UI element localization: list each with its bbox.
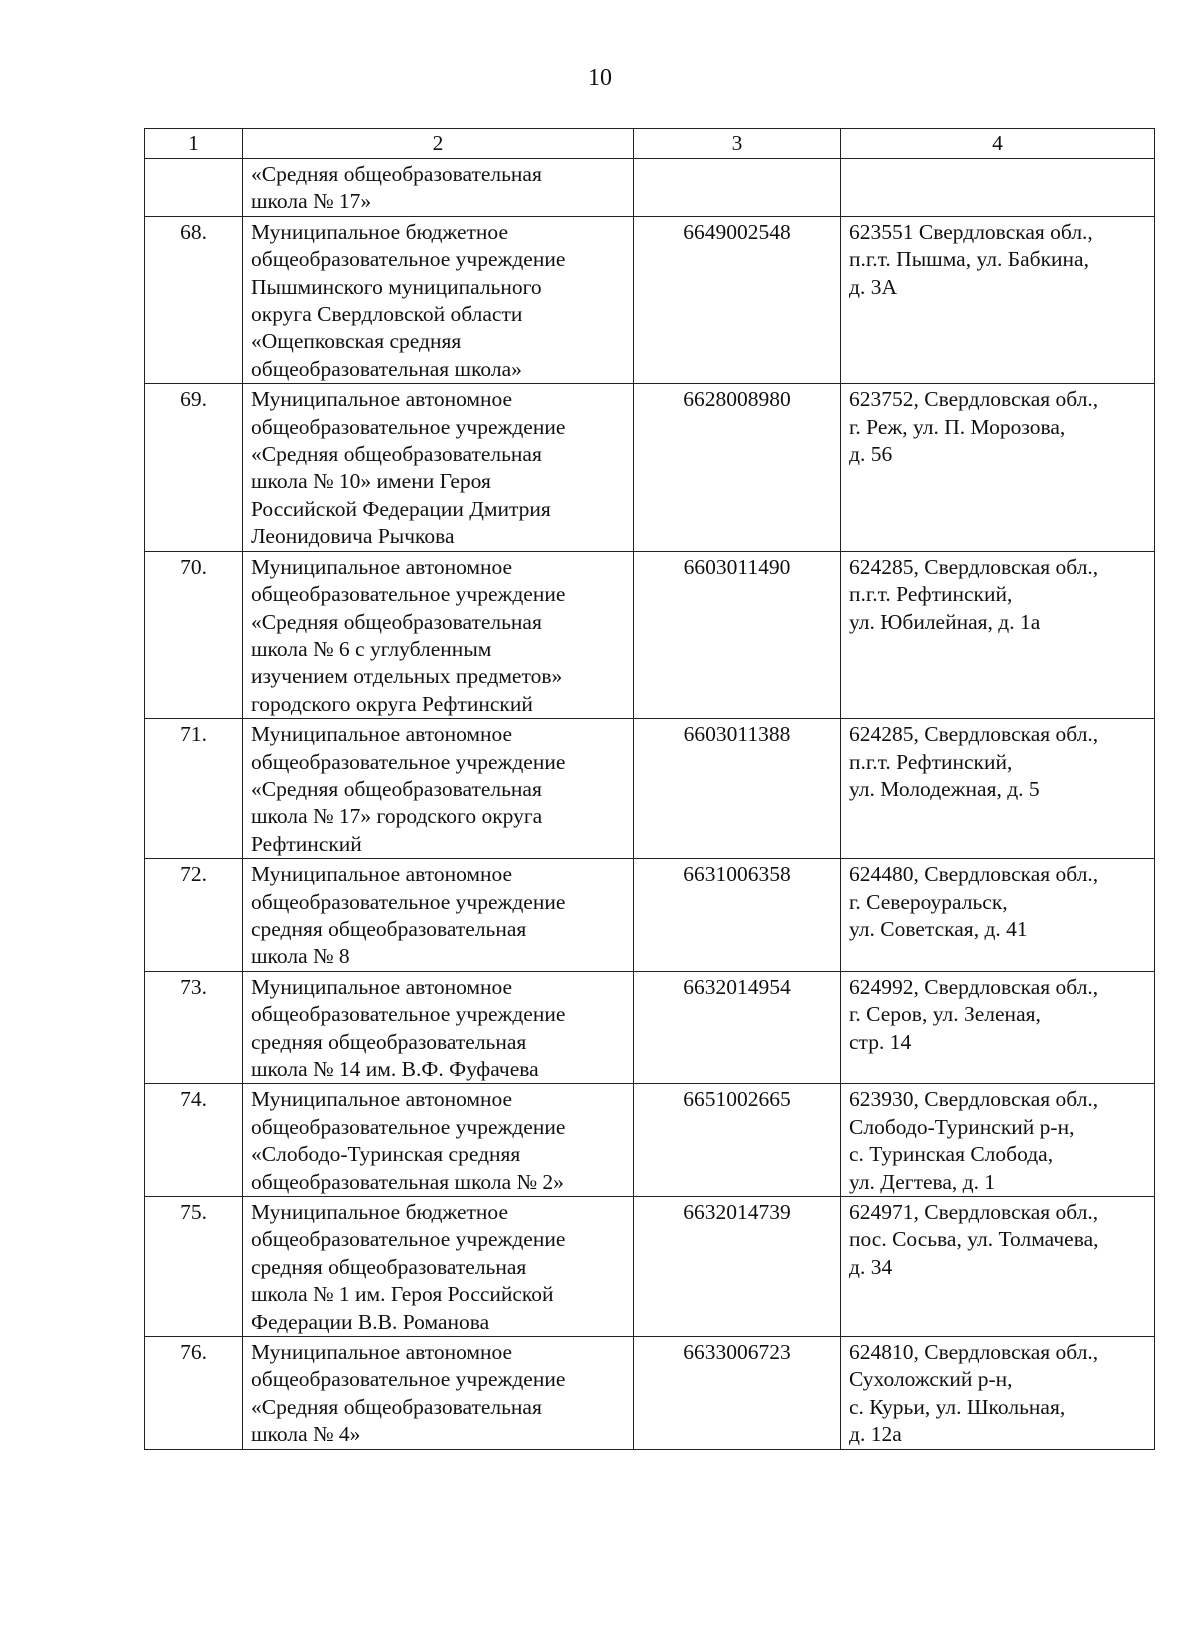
school-name-line: Муниципальное автономное (251, 1087, 513, 1112)
school-address-line: г. Серов, ул. Зеленая, (849, 1002, 1041, 1027)
school-address-line: ул. Юбилейная, д. 1а (849, 609, 1041, 634)
table-body (145, 129, 1155, 1450)
school-address-line: 624810, Свердловская обл., (849, 1340, 1099, 1365)
school-name-line: Муниципальное автономное (251, 554, 513, 579)
column-header-inn: 3 (634, 129, 841, 159)
column-header-name: 2 (243, 129, 634, 159)
school-inn: 6632014739 (634, 1197, 841, 1337)
row-number: 76. (145, 1337, 243, 1450)
school-name-line: Федерации В.В. Романова (251, 1309, 490, 1334)
table-row (145, 971, 1155, 1084)
school-address-line: с. Туринская Слобода, (849, 1142, 1054, 1167)
row-number: 73. (145, 971, 243, 1084)
school-address (841, 1084, 1155, 1197)
school-name-line: средняя общеобразовательная (251, 916, 527, 941)
table-row (145, 216, 1155, 383)
school-name-line: школа № 8 (251, 944, 350, 969)
school-name-line: общеобразовательное учреждение (251, 889, 566, 914)
table-row (145, 384, 1155, 551)
school-name-line: общеобразовательное учреждение (251, 1367, 566, 1392)
school-address-line: Слободо-Туринский р-н, (849, 1114, 1075, 1139)
school-address-line: 624971, Свердловская обл., (849, 1200, 1099, 1225)
school-inn: 6603011388 (634, 719, 841, 859)
school-address (841, 1197, 1155, 1337)
school-name-line: общеобразовательное учреждение (251, 1227, 566, 1252)
school-address (841, 551, 1155, 718)
school-address (841, 216, 1155, 383)
page-number: 10 (588, 65, 612, 91)
school-name-line: «Ощепковская средняя (251, 329, 462, 354)
school-address (841, 719, 1155, 859)
row-number: 74. (145, 1084, 243, 1197)
table-header-row (145, 129, 1155, 159)
school-address-line: 624285, Свердловская обл., (849, 554, 1099, 579)
school-name-line: общеобразовательное учреждение (251, 1114, 566, 1139)
school-address-line: д. 3А (849, 274, 897, 299)
school-name-line: общеобразовательная школа» (251, 356, 522, 381)
school-address-line: 624285, Свердловская обл., (849, 722, 1099, 747)
school-address-line: стр. 14 (849, 1029, 912, 1054)
school-name-line: Муниципальное бюджетное (251, 219, 508, 244)
table-row (145, 719, 1155, 859)
row-number (145, 159, 243, 217)
school-name-line: общеобразовательная школа № 2» (251, 1169, 564, 1194)
school-name-line: общеобразовательное учреждение (251, 247, 566, 272)
column-header-address: 4 (841, 129, 1155, 159)
school-name-line: общеобразовательное учреждение (251, 1002, 566, 1027)
school-address-line: пос. Сосьва, ул. Толмачева, (849, 1227, 1099, 1252)
school-address-line: п.г.т. Рефтинский, (849, 582, 1013, 607)
school-name-line: общеобразовательное учреждение (251, 414, 566, 439)
school-name (243, 1337, 634, 1450)
school-address-line: п.г.т. Пышма, ул. Бабкина, (849, 247, 1089, 272)
school-name-line: «Средняя общеобразовательная (251, 776, 542, 801)
school-inn: 6603011490 (634, 551, 841, 718)
school-address-line: г. Реж, ул. П. Морозова, (849, 414, 1066, 439)
school-name (243, 384, 634, 551)
school-name-line: изучением отдельных предметов» (251, 664, 563, 689)
school-name-line: Леонидовича Рычкова (251, 524, 455, 549)
column-header-number: 1 (145, 129, 243, 159)
school-name-line: округа Свердловской области (251, 302, 523, 327)
school-address-line: 623752, Свердловская обл., (849, 387, 1099, 412)
school-name-line: школа № 6 с углубленным (251, 636, 492, 661)
school-name-line: общеобразовательное учреждение (251, 749, 566, 774)
school-name-line: «Средняя общеобразовательная (251, 162, 542, 186)
school-name-line: Муниципальное автономное (251, 862, 513, 887)
school-name-line: Муниципальное бюджетное (251, 1200, 508, 1225)
school-address (841, 859, 1155, 972)
school-name-line: Муниципальное автономное (251, 722, 513, 747)
school-name-line: городского округа Рефтинский (251, 691, 533, 716)
school-address-line: 624480, Свердловская обл., (849, 862, 1099, 887)
school-name-line: Пышминского муниципального (251, 274, 542, 299)
school-name (243, 971, 634, 1084)
school-name (243, 551, 634, 718)
school-name-line: Муниципальное автономное (251, 974, 513, 999)
table-row (145, 859, 1155, 972)
school-name-line: «Слободо-Туринская средняя (251, 1142, 521, 1167)
school-address-line: д. 34 (849, 1254, 893, 1279)
school-name-line: средняя общеобразовательная (251, 1254, 527, 1279)
school-name (243, 216, 634, 383)
school-name (243, 719, 634, 859)
school-name-line: общеобразовательное учреждение (251, 582, 566, 607)
school-name-line: Муниципальное автономное (251, 387, 513, 412)
table-row (145, 159, 1155, 217)
school-name-line: школа № 14 им. В.Ф. Фуфачева (251, 1057, 539, 1081)
school-name-line: Рефтинский (251, 831, 362, 856)
table-row (145, 1084, 1155, 1197)
school-inn: 6651002665 (634, 1084, 841, 1197)
school-name (243, 1197, 634, 1337)
school-inn: 6632014954 (634, 971, 841, 1084)
school-inn (634, 159, 841, 217)
row-number: 68. (145, 216, 243, 383)
table-row (145, 1337, 1155, 1450)
school-address-line: 623551 Свердловская обл., (849, 219, 1093, 244)
school-address-line: ул. Молодежная, д. 5 (849, 776, 1040, 801)
school-name-line: школа № 10» имени Героя (251, 469, 491, 494)
school-inn: 6633006723 (634, 1337, 841, 1450)
school-address (841, 971, 1155, 1084)
row-number: 75. (145, 1197, 243, 1337)
school-address-line: д. 56 (849, 442, 893, 467)
school-name (243, 859, 634, 972)
school-name-line: школа № 1 им. Героя Российской (251, 1282, 554, 1307)
school-address-line: ул. Дегтева, д. 1 (849, 1169, 996, 1194)
school-address-line: д. 12а (849, 1422, 902, 1447)
school-name-line: школа № 17» (251, 189, 372, 214)
school-inn: 6631006358 (634, 859, 841, 972)
table-row (145, 1197, 1155, 1337)
school-address-line: с. Курьи, ул. Школьная, (849, 1394, 1066, 1419)
school-name-line: «Средняя общеобразовательная (251, 1394, 542, 1419)
school-inn: 6649002548 (634, 216, 841, 383)
school-name (243, 1084, 634, 1197)
school-name-line: школа № 17» городского округа (251, 804, 543, 829)
row-number: 70. (145, 551, 243, 718)
school-name-line: Муниципальное автономное (251, 1340, 513, 1365)
school-address-line: ул. Советская, д. 41 (849, 916, 1028, 941)
school-address-line: г. Североуральск, (849, 889, 1008, 914)
row-number: 69. (145, 384, 243, 551)
school-inn: 6628008980 (634, 384, 841, 551)
school-address (841, 159, 1155, 217)
school-address-line: 623930, Свердловская обл., (849, 1087, 1099, 1112)
school-name-line: школа № 4» (251, 1422, 361, 1447)
school-address-line: Сухоложский р-н, (849, 1367, 1013, 1392)
school-name (243, 159, 634, 217)
school-address-line: п.г.т. Рефтинский, (849, 749, 1013, 774)
school-address (841, 1337, 1155, 1450)
row-number: 72. (145, 859, 243, 972)
row-number: 71. (145, 719, 243, 859)
school-name-line: «Средняя общеобразовательная (251, 442, 542, 467)
schools-table (144, 128, 1155, 1450)
school-name-line: «Средняя общеобразовательная (251, 609, 542, 634)
school-name-line: средняя общеобразовательная (251, 1029, 527, 1054)
school-address (841, 384, 1155, 551)
table-row (145, 551, 1155, 718)
school-address-line: 624992, Свердловская обл., (849, 974, 1099, 999)
school-name-line: Российской Федерации Дмитрия (251, 496, 551, 521)
